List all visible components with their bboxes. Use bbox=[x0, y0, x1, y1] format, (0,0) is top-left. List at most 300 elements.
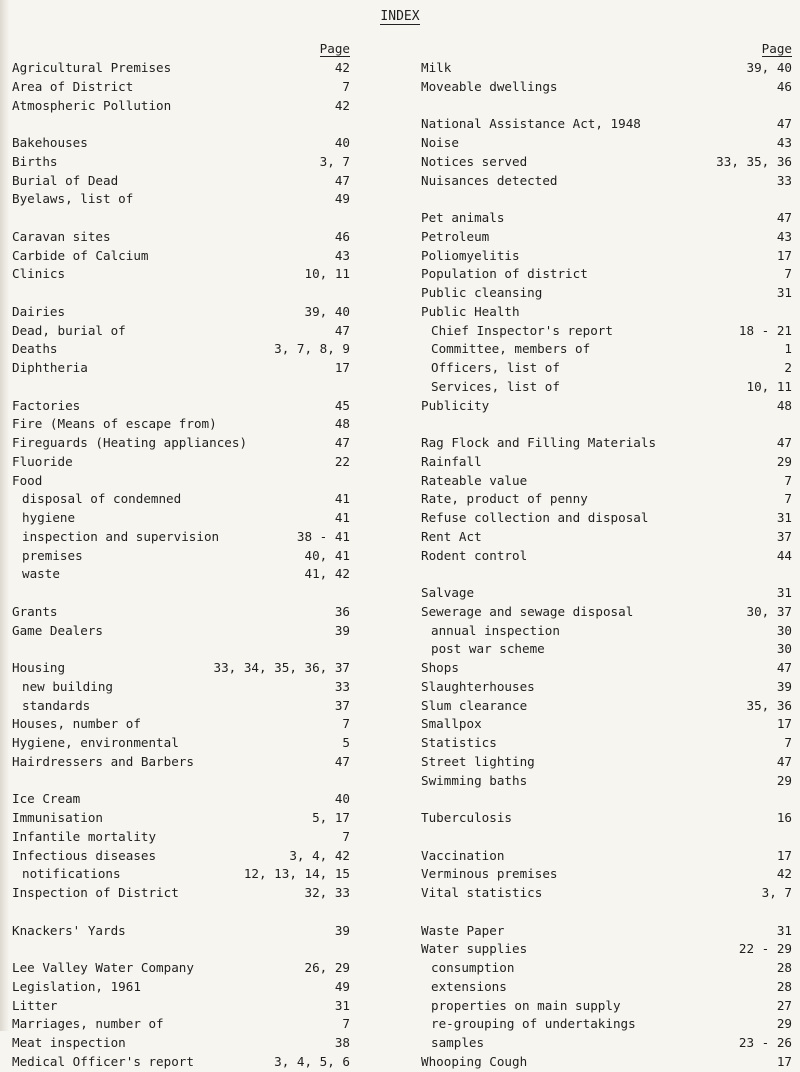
entry-pages: 40 bbox=[334, 135, 350, 150]
entry-term: Whooping Cough bbox=[421, 1053, 528, 1069]
entry-pages: 32, 33 bbox=[304, 885, 350, 900]
index-entry bbox=[12, 415, 350, 434]
entry-pages: 7 bbox=[342, 78, 350, 94]
entry-pages: 30 bbox=[776, 622, 792, 638]
entry-term: Nuisances detected bbox=[421, 172, 558, 188]
entry-pages: 26, 29 bbox=[304, 960, 350, 975]
index-subentry bbox=[12, 565, 350, 584]
entry-term: Services, list of bbox=[431, 378, 560, 394]
entry-pages: 30 bbox=[776, 641, 792, 657]
entry-term: Rate, product of penny bbox=[421, 491, 588, 507]
page-title-text: INDEX bbox=[380, 9, 420, 24]
index-entry bbox=[421, 115, 792, 134]
entry-term: Swimming baths bbox=[421, 772, 528, 788]
entry-term: Births bbox=[12, 153, 58, 169]
entry-term: Fire (Means of escape from) bbox=[12, 416, 217, 432]
index-entry bbox=[12, 1053, 350, 1072]
entry-pages: 31 bbox=[776, 285, 792, 300]
entry-pages: 33 bbox=[776, 172, 792, 188]
entry-term: Diphtheria bbox=[12, 360, 88, 375]
entry-term: Publicity bbox=[421, 397, 490, 413]
entry-term: Committee, members of bbox=[431, 341, 591, 357]
entry-pages: 42 bbox=[334, 97, 350, 113]
index-spacer bbox=[12, 584, 350, 603]
entry-pages: 7 bbox=[784, 266, 792, 282]
entry-pages: 46 bbox=[334, 228, 350, 244]
entry-term: standards bbox=[22, 697, 91, 713]
entry-term: Game Dealers bbox=[12, 622, 103, 638]
index-entry bbox=[421, 453, 792, 472]
index-spacer bbox=[12, 940, 350, 959]
entry-term: Vaccination bbox=[421, 847, 505, 863]
entry-pages: 47 bbox=[776, 660, 792, 675]
entry-pages: 17 bbox=[334, 360, 350, 375]
index-entry bbox=[421, 59, 792, 78]
index-subentry bbox=[421, 997, 792, 1016]
entry-term: Poliomyelitis bbox=[421, 247, 520, 263]
entry-term: Dairies bbox=[12, 303, 66, 319]
index-entry bbox=[12, 659, 350, 678]
entry-pages: 49 bbox=[334, 978, 350, 994]
index-subentry bbox=[421, 340, 792, 359]
index-column-left bbox=[12, 41, 350, 1072]
index-entry bbox=[12, 359, 350, 378]
entry-pages: 47 bbox=[334, 172, 350, 188]
entry-pages: 43 bbox=[334, 247, 350, 263]
index-entry bbox=[12, 265, 350, 284]
page-header-label: Page bbox=[761, 41, 792, 56]
entry-term: notifications bbox=[22, 866, 121, 882]
index-subentry bbox=[421, 1015, 792, 1034]
entry-pages: 35, 36 bbox=[746, 697, 792, 713]
entry-term: Water supplies bbox=[421, 941, 528, 957]
entry-pages: 46 bbox=[776, 78, 792, 94]
entry-term: Deaths bbox=[12, 341, 58, 357]
index-spacer bbox=[12, 378, 350, 397]
entry-pages: 7 bbox=[342, 716, 350, 732]
index-entry bbox=[12, 472, 350, 491]
entry-term: Petroleum bbox=[421, 228, 490, 244]
entry-pages: 7 bbox=[342, 1016, 350, 1032]
entry-term: Burial of Dead bbox=[12, 172, 119, 188]
index-spacer bbox=[421, 97, 792, 116]
entry-term: Bakehouses bbox=[12, 135, 88, 150]
entry-pages: 39 bbox=[334, 922, 350, 938]
page-header-label: Page bbox=[319, 41, 350, 56]
index-spacer bbox=[12, 903, 350, 922]
entry-term: Lee Valley Water Company bbox=[12, 960, 194, 975]
entry-term: National Assistance Act, 1948 bbox=[421, 116, 641, 132]
entry-pages: 37 bbox=[334, 697, 350, 713]
index-entry bbox=[421, 753, 792, 772]
entry-term: Immunisation bbox=[12, 810, 103, 825]
entry-term: Notices served bbox=[421, 153, 528, 169]
entry-pages: 31 bbox=[776, 585, 792, 600]
index-entry bbox=[421, 228, 792, 247]
entry-term: Refuse collection and disposal bbox=[421, 510, 649, 525]
index-entry bbox=[421, 284, 792, 303]
index-entry bbox=[421, 78, 792, 97]
entry-pages: 7 bbox=[784, 472, 792, 488]
entry-term: Housing bbox=[12, 660, 66, 675]
entry-term: premises bbox=[22, 547, 83, 563]
entry-pages: 28 bbox=[776, 960, 792, 975]
index-subentry bbox=[12, 678, 350, 697]
page-title bbox=[0, 9, 800, 24]
entry-pages: 23 - 26 bbox=[738, 1035, 792, 1050]
entry-pages: 31 bbox=[334, 997, 350, 1013]
index-entry bbox=[421, 940, 792, 959]
index-entry bbox=[12, 134, 350, 153]
entry-pages: 47 bbox=[334, 753, 350, 769]
index-entry bbox=[421, 922, 792, 941]
index-entry bbox=[12, 1015, 350, 1034]
entry-pages: 17 bbox=[776, 247, 792, 263]
index-subentry bbox=[421, 978, 792, 997]
entry-term: waste bbox=[22, 566, 60, 582]
index-entry bbox=[12, 303, 350, 322]
entry-pages: 49 bbox=[334, 191, 350, 207]
entry-pages: 7 bbox=[784, 491, 792, 507]
index-entry bbox=[421, 134, 792, 153]
entry-pages: 29 bbox=[776, 1016, 792, 1032]
entry-pages: 3, 4, 5, 6 bbox=[274, 1053, 350, 1069]
index-entry bbox=[421, 603, 792, 622]
index-spacer bbox=[12, 284, 350, 303]
index-spacer bbox=[421, 190, 792, 209]
index-list-right bbox=[421, 59, 792, 1072]
entry-term: Hairdressers and Barbers bbox=[12, 753, 194, 769]
entry-pages: 31 bbox=[776, 510, 792, 525]
entry-pages: 5 bbox=[342, 735, 350, 750]
entry-pages: 47 bbox=[776, 116, 792, 132]
entry-pages: 40 bbox=[334, 791, 350, 807]
entry-pages: 3, 4, 42 bbox=[289, 847, 350, 863]
entry-term: Rateable value bbox=[421, 472, 528, 488]
entry-term: inspection and supervision bbox=[22, 528, 220, 544]
index-subentry bbox=[421, 322, 792, 341]
entry-pages: 12, 13, 14, 15 bbox=[243, 866, 350, 882]
entry-pages: 43 bbox=[776, 135, 792, 150]
index-entry bbox=[421, 772, 792, 791]
entry-term: disposal of condemned bbox=[22, 491, 182, 507]
index-subentry bbox=[12, 490, 350, 509]
index-spacer bbox=[421, 790, 792, 809]
entry-pages: 48 bbox=[334, 416, 350, 432]
entry-pages: 33, 34, 35, 36, 37 bbox=[213, 660, 350, 675]
entry-term: Infectious diseases bbox=[12, 847, 157, 863]
entry-pages: 16 bbox=[776, 810, 792, 825]
entry-pages: 41 bbox=[334, 491, 350, 507]
index-entry bbox=[421, 1053, 792, 1072]
index-entry bbox=[12, 190, 350, 209]
entry-term: Slaughterhouses bbox=[421, 678, 535, 694]
index-entry bbox=[12, 959, 350, 978]
page-binding-shadow bbox=[0, 0, 9, 1031]
entry-pages: 31 bbox=[776, 922, 792, 938]
entry-term: Rainfall bbox=[421, 453, 482, 469]
entry-term: Area of District bbox=[12, 78, 134, 94]
page-column-header-left bbox=[12, 41, 350, 59]
entry-term: Statistics bbox=[421, 735, 497, 750]
entry-pages: 3, 7 bbox=[319, 153, 350, 169]
index-entry bbox=[12, 397, 350, 416]
index-column-right bbox=[421, 41, 792, 1072]
index-entry bbox=[12, 828, 350, 847]
entry-term: Verminous premises bbox=[421, 866, 558, 882]
entry-pages: 7 bbox=[784, 735, 792, 750]
index-entry bbox=[12, 97, 350, 116]
index-entry bbox=[421, 397, 792, 416]
entry-pages: 2 bbox=[784, 360, 792, 375]
index-entry bbox=[421, 678, 792, 697]
entry-term: Fluoride bbox=[12, 453, 73, 469]
entry-pages: 41, 42 bbox=[304, 566, 350, 582]
entry-term: Rag Flock and Filling Materials bbox=[421, 435, 657, 450]
entry-pages: 47 bbox=[776, 210, 792, 225]
index-spacer bbox=[12, 115, 350, 134]
entry-pages: 18 - 21 bbox=[738, 322, 792, 338]
entry-pages: 39 bbox=[334, 622, 350, 638]
index-entry bbox=[421, 547, 792, 566]
index-entry bbox=[12, 1034, 350, 1053]
index-entry bbox=[12, 922, 350, 941]
entry-term: Infantile mortality bbox=[12, 828, 157, 844]
index-entry bbox=[12, 997, 350, 1016]
entry-pages: 28 bbox=[776, 978, 792, 994]
entry-term: Carbide of Calcium bbox=[12, 247, 149, 263]
index-entry bbox=[12, 603, 350, 622]
index-entry bbox=[421, 697, 792, 716]
entry-pages: 7 bbox=[342, 828, 350, 844]
entry-pages: 17 bbox=[776, 1053, 792, 1069]
entry-term: hygiene bbox=[22, 510, 76, 525]
entry-term: Marriages, number of bbox=[12, 1016, 164, 1032]
index-entry bbox=[421, 172, 792, 191]
index-entry bbox=[421, 509, 792, 528]
entry-term: extensions bbox=[431, 978, 507, 994]
entry-term: new building bbox=[22, 678, 113, 694]
index-entry bbox=[421, 153, 792, 172]
index-entry bbox=[421, 659, 792, 678]
index-entry bbox=[12, 434, 350, 453]
entry-pages: 10, 11 bbox=[746, 378, 792, 394]
index-entry bbox=[421, 209, 792, 228]
index-subentry bbox=[12, 509, 350, 528]
index-entry bbox=[12, 172, 350, 191]
entry-term: Slum clearance bbox=[421, 697, 528, 713]
index-subentry bbox=[421, 640, 792, 659]
entry-term: Officers, list of bbox=[431, 360, 560, 375]
entry-term: Byelaws, list of bbox=[12, 191, 134, 207]
index-spacer bbox=[12, 640, 350, 659]
entry-term: Clinics bbox=[12, 266, 66, 282]
entry-term: Atmospheric Pollution bbox=[12, 97, 172, 113]
index-entry bbox=[12, 453, 350, 472]
entry-term: Public cleansing bbox=[421, 285, 543, 300]
entry-pages: 29 bbox=[776, 772, 792, 788]
entry-pages: 3, 7, 8, 9 bbox=[274, 341, 350, 357]
index-entry bbox=[421, 809, 792, 828]
index-subentry bbox=[421, 959, 792, 978]
entry-pages: 33 bbox=[334, 678, 350, 694]
index-entry bbox=[12, 153, 350, 172]
entry-term: post war scheme bbox=[431, 641, 545, 657]
index-subentry bbox=[12, 865, 350, 884]
entry-term: annual inspection bbox=[431, 622, 560, 638]
index-entry bbox=[421, 884, 792, 903]
index-entry bbox=[421, 715, 792, 734]
entry-term: Inspection of District bbox=[12, 885, 179, 900]
entry-term: Smallpox bbox=[421, 716, 482, 732]
entry-pages: 17 bbox=[776, 847, 792, 863]
index-entry bbox=[421, 528, 792, 547]
entry-term: Rent Act bbox=[421, 528, 482, 544]
index-entry bbox=[421, 847, 792, 866]
index-entry bbox=[12, 978, 350, 997]
index-entry bbox=[12, 228, 350, 247]
entry-pages: 39, 40 bbox=[304, 303, 350, 319]
index-entry bbox=[421, 434, 792, 453]
entry-pages: 39, 40 bbox=[746, 60, 792, 75]
index-entry bbox=[12, 790, 350, 809]
entry-pages: 29 bbox=[776, 453, 792, 469]
entry-term: Litter bbox=[12, 997, 58, 1013]
index-entry bbox=[421, 490, 792, 509]
index-entry bbox=[421, 584, 792, 603]
entry-pages: 44 bbox=[776, 547, 792, 563]
entry-pages: 36 bbox=[334, 603, 350, 619]
entry-pages: 37 bbox=[776, 528, 792, 544]
entry-pages: 5, 17 bbox=[312, 810, 350, 825]
entry-pages: 17 bbox=[776, 716, 792, 732]
entry-pages: 22 - 29 bbox=[738, 941, 792, 957]
entry-term: samples bbox=[431, 1035, 485, 1050]
entry-term: Street lighting bbox=[421, 753, 535, 769]
index-entry bbox=[421, 865, 792, 884]
index-subentry bbox=[12, 697, 350, 716]
entry-pages: 40, 41 bbox=[304, 547, 350, 563]
entry-pages: 39 bbox=[776, 678, 792, 694]
entry-term: Vital statistics bbox=[421, 885, 543, 900]
index-entry bbox=[12, 59, 350, 78]
index-entry bbox=[12, 734, 350, 753]
entry-pages: 42 bbox=[776, 866, 792, 882]
entry-pages: 47 bbox=[776, 435, 792, 450]
index-entry bbox=[421, 265, 792, 284]
entry-term: Chief Inspector's report bbox=[431, 322, 613, 338]
entry-term: Medical Officer's report bbox=[12, 1053, 194, 1069]
entry-pages: 10, 11 bbox=[304, 266, 350, 282]
entry-pages: 3, 7 bbox=[761, 885, 792, 900]
entry-term: Moveable dwellings bbox=[421, 78, 558, 94]
index-entry bbox=[421, 303, 792, 322]
index-entry bbox=[12, 322, 350, 341]
entry-term: Legislation, 1961 bbox=[12, 978, 141, 994]
entry-term: Agricultural Premises bbox=[12, 60, 172, 75]
entry-pages: 38 - 41 bbox=[296, 528, 350, 544]
entry-term: Factories bbox=[12, 397, 81, 413]
index-entry bbox=[12, 809, 350, 828]
index-entry bbox=[12, 753, 350, 772]
entry-term: Ice Cream bbox=[12, 791, 81, 807]
index-entry bbox=[421, 472, 792, 491]
entry-term: Noise bbox=[421, 135, 459, 150]
entry-pages: 30, 37 bbox=[746, 603, 792, 619]
index-entry bbox=[12, 78, 350, 97]
index-subentry bbox=[421, 378, 792, 397]
entry-pages: 1 bbox=[784, 341, 792, 357]
entry-pages: 33, 35, 36 bbox=[716, 153, 792, 169]
entry-term: Grants bbox=[12, 603, 58, 619]
entry-pages: 47 bbox=[776, 753, 792, 769]
entry-term: Salvage bbox=[421, 585, 475, 600]
entry-term: Houses, number of bbox=[12, 716, 141, 732]
entry-pages: 22 bbox=[334, 453, 350, 469]
entry-term: Hygiene, environmental bbox=[12, 735, 179, 750]
index-spacer bbox=[421, 565, 792, 584]
entry-pages: 43 bbox=[776, 228, 792, 244]
entry-pages: 45 bbox=[334, 397, 350, 413]
index-entry bbox=[12, 884, 350, 903]
index-spacer bbox=[421, 828, 792, 847]
index-spacer bbox=[12, 772, 350, 791]
entry-term: Public Health bbox=[421, 303, 520, 319]
index-subentry bbox=[421, 1034, 792, 1053]
page-column-header-right bbox=[421, 41, 792, 59]
index-subentry bbox=[12, 528, 350, 547]
entry-term: Waste Paper bbox=[421, 922, 505, 938]
index-spacer bbox=[421, 903, 792, 922]
index-entry bbox=[421, 734, 792, 753]
entry-term: Caravan sites bbox=[12, 228, 111, 244]
index-entry bbox=[12, 340, 350, 359]
entry-pages: 47 bbox=[334, 322, 350, 338]
index-subentry bbox=[12, 547, 350, 566]
index-entry bbox=[12, 247, 350, 266]
index-entry bbox=[12, 847, 350, 866]
entry-pages: 27 bbox=[776, 997, 792, 1013]
index-spacer bbox=[12, 209, 350, 228]
entry-term: Pet animals bbox=[421, 210, 505, 225]
index-list-left bbox=[12, 59, 350, 1072]
index-entry bbox=[12, 715, 350, 734]
index-subentry bbox=[421, 359, 792, 378]
entry-term: consumption bbox=[431, 960, 515, 975]
entry-pages: 38 bbox=[334, 1035, 350, 1050]
entry-pages: 47 bbox=[334, 435, 350, 450]
entry-term: Fireguards (Heating appliances) bbox=[12, 435, 248, 450]
entry-term: Food bbox=[12, 472, 43, 488]
entry-term: properties on main supply bbox=[431, 997, 621, 1013]
index-subentry bbox=[421, 622, 792, 641]
entry-pages: 41 bbox=[334, 510, 350, 525]
entry-term: Meat inspection bbox=[12, 1035, 126, 1050]
index-spacer bbox=[421, 415, 792, 434]
entry-term: Tuberculosis bbox=[421, 810, 512, 825]
entry-term: Rodent control bbox=[421, 547, 528, 563]
entry-term: Knackers' Yards bbox=[12, 922, 126, 938]
entry-term: re-grouping of undertakings bbox=[431, 1016, 636, 1032]
entry-term: Milk bbox=[421, 60, 452, 75]
entry-term: Sewerage and sewage disposal bbox=[421, 603, 634, 619]
index-entry bbox=[421, 247, 792, 266]
entry-term: Dead, burial of bbox=[12, 322, 126, 338]
entry-pages: 48 bbox=[776, 397, 792, 413]
entry-term: Shops bbox=[421, 660, 459, 675]
index-entry bbox=[12, 622, 350, 641]
entry-term: Population of district bbox=[421, 266, 588, 282]
